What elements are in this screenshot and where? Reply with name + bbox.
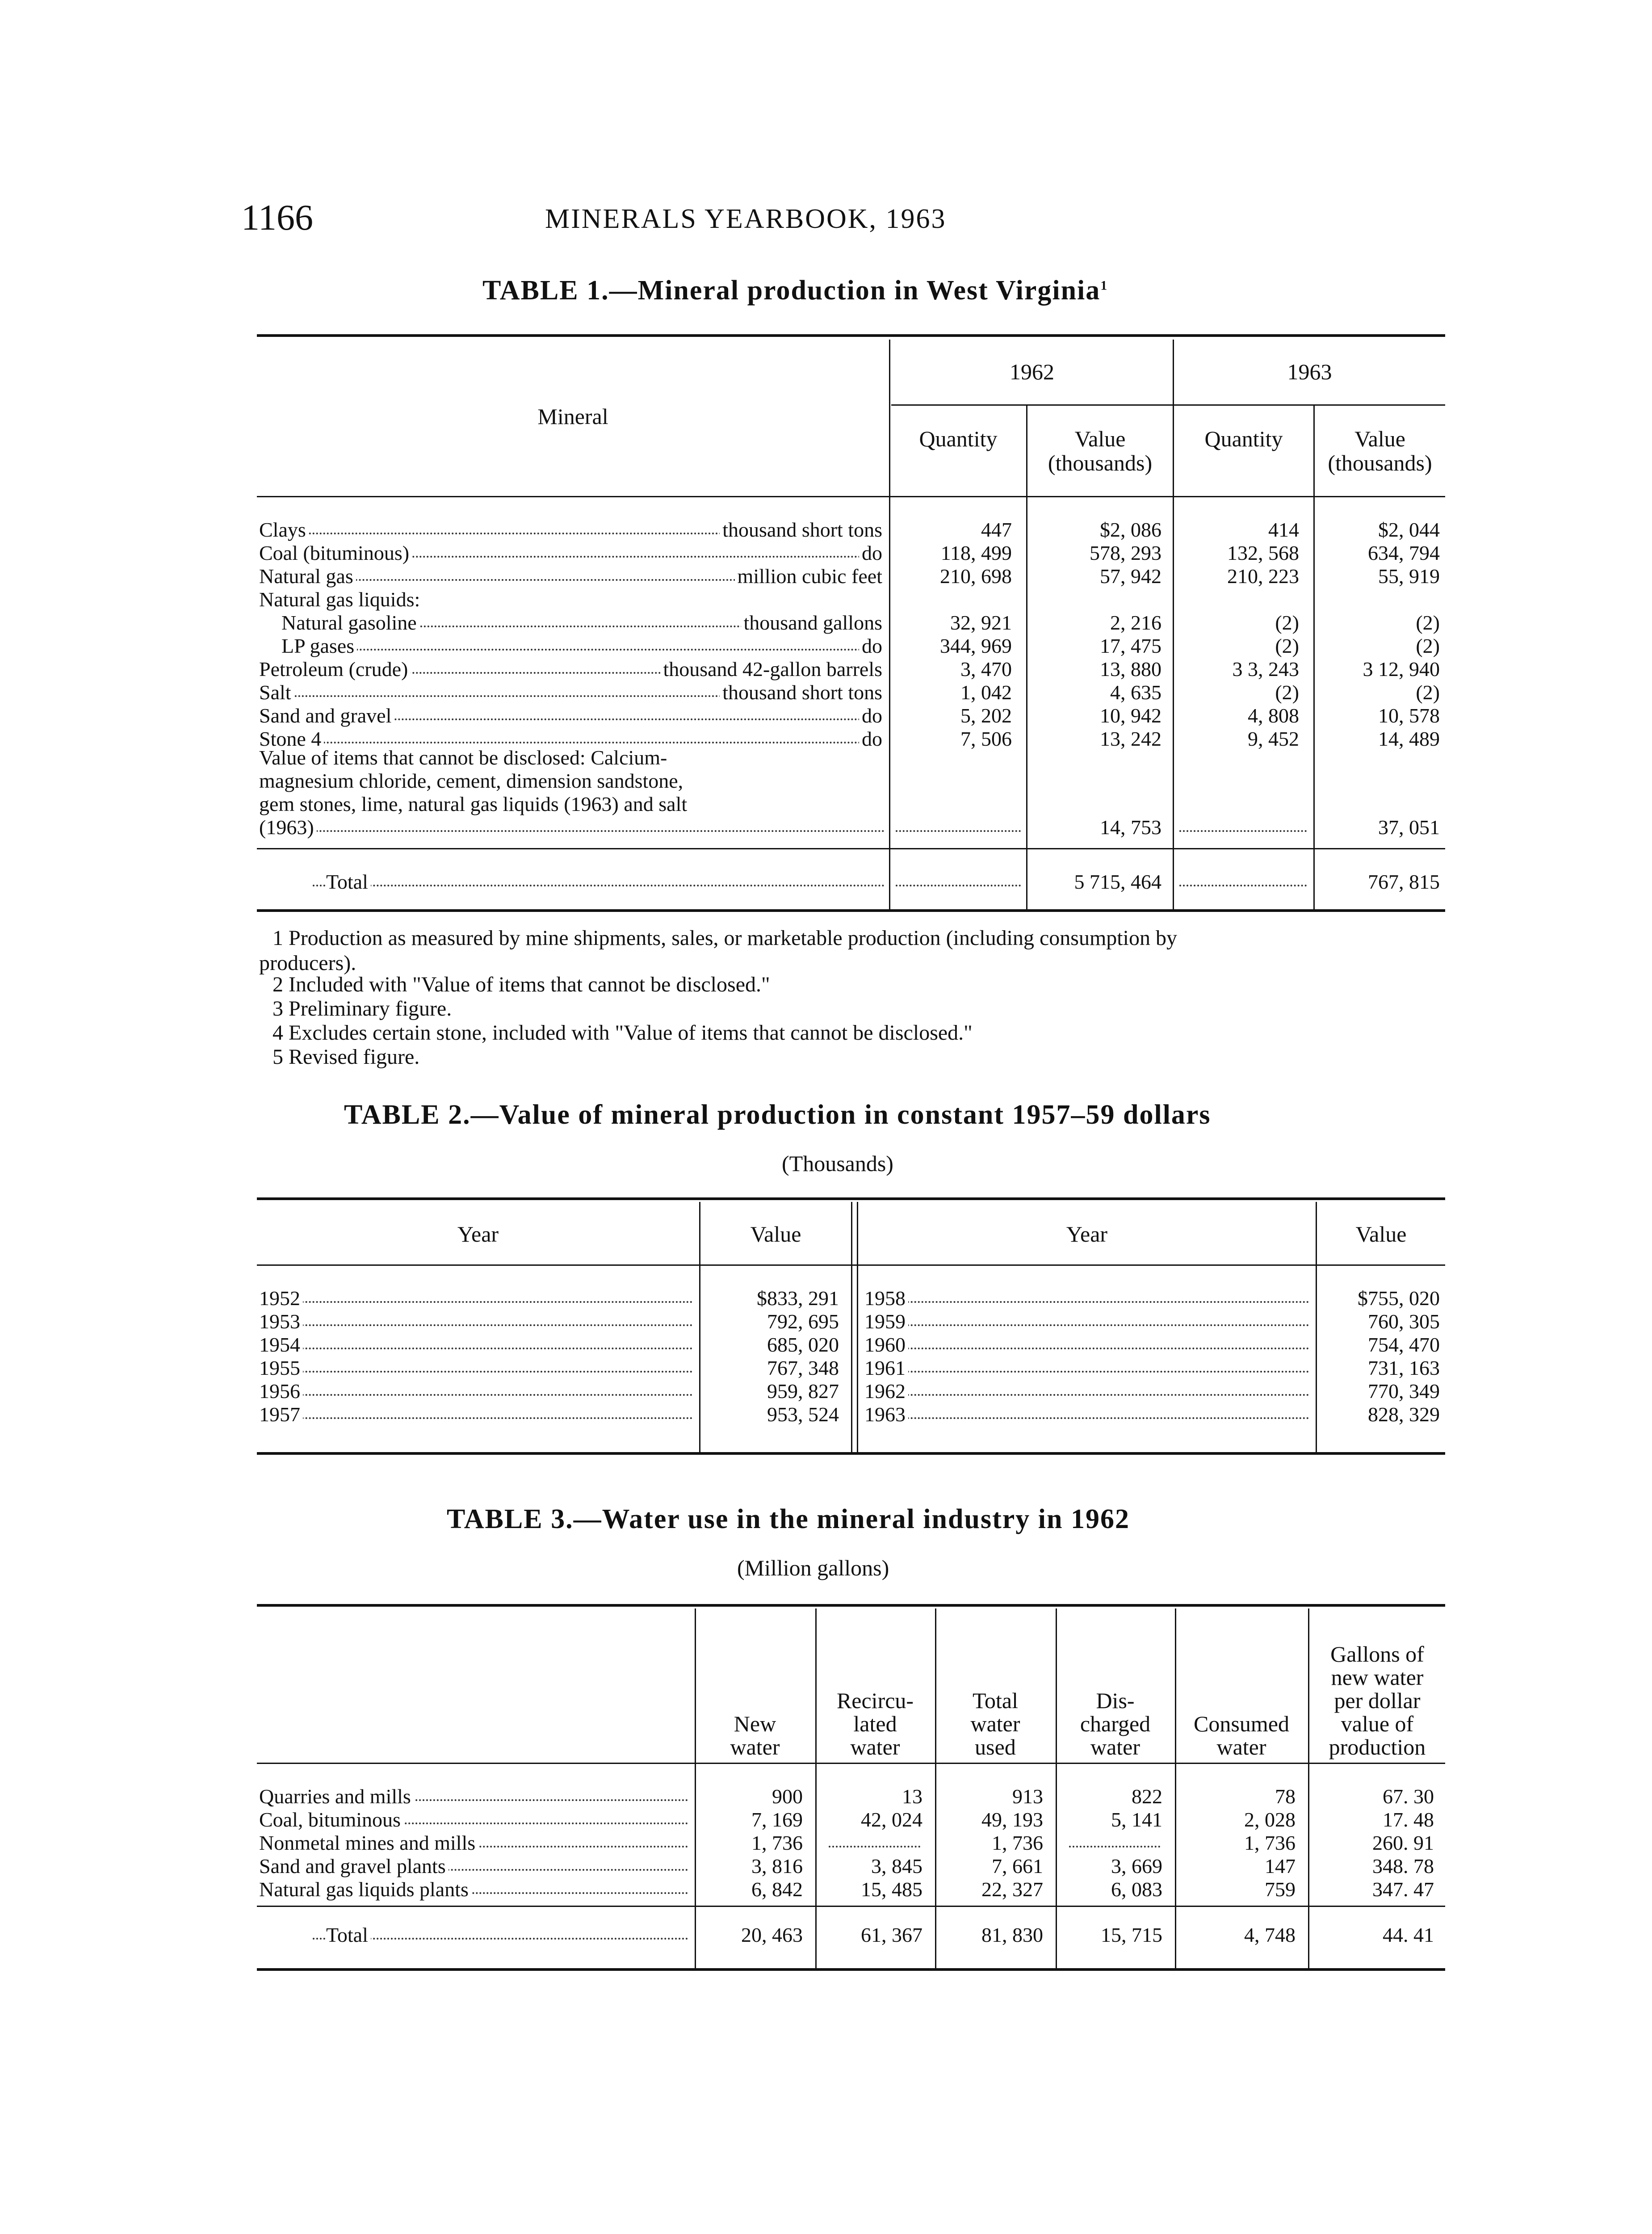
leader-dots [1179,830,1307,832]
leader-dots [864,1371,1309,1373]
value-cell: 22, 327 [981,1878,1043,1901]
value-cell: 767, 348 [767,1356,839,1379]
row-unit: thousand gallons [741,611,882,634]
value-1962: 4, 635 [1110,681,1161,704]
value-1962: $2, 086 [1100,518,1161,541]
leader-dots [896,830,1021,832]
value-cell: 13 [902,1785,922,1808]
value-cell: 2, 028 [1244,1808,1296,1831]
table3-unit: (Million gallons) [737,1555,889,1580]
table2-col-year-right: Year [1066,1222,1108,1247]
row-name: Stone 4 [259,727,324,751]
row-unit: thousand 42-gallon barrels [660,658,882,681]
value-1963: 14, 489 [1378,727,1440,750]
qty-1963: 9, 452 [1248,727,1299,750]
table3-col-header: new water [1331,1665,1424,1690]
row-name: Sand and gravel [259,704,394,727]
table3-col-header: Dis- [1096,1688,1135,1713]
qty-1963: 132, 568 [1227,542,1299,564]
value-cell: $755, 020 [1358,1287,1440,1310]
table1-col-divider [889,340,890,909]
footnote: producers). [259,951,356,975]
year-cell: 1961 [864,1356,908,1380]
value-1963: 3 12, 940 [1363,658,1440,680]
table3-col-header: used [975,1734,1016,1759]
row-name: Natural gas liquids: [259,588,423,611]
leader-dots [1179,885,1307,886]
table3-col-header: charged [1080,1711,1151,1736]
value-cell: 900 [772,1785,803,1808]
leader-dots [1069,1846,1160,1848]
table2-col-year-left: Year [457,1222,499,1247]
table3-total-rule [257,1906,1445,1907]
year-cell: 1960 [864,1333,908,1356]
value-cell: 7, 169 [751,1808,803,1831]
table1-top-rule [257,334,1445,337]
table3-col-header: value of [1341,1711,1414,1736]
undisclosed-line: gem stones, lime, natural gas liquids (1963) and salt [259,793,688,815]
row-name: Natural gas [259,565,356,588]
value-cell: 913 [1012,1785,1043,1808]
value-cell: 1, 736 [751,1831,803,1854]
undisclosed-line: (1963) [259,816,317,839]
qty-1962: 7, 506 [960,727,1012,750]
table3-col-header: production [1329,1734,1426,1759]
col-mineral: Mineral [537,404,608,429]
leader-dots [259,830,885,832]
value-cell: 6, 083 [1111,1878,1162,1901]
undisclosed-v63: 37, 051 [1378,816,1440,839]
value-1963: 55, 919 [1378,565,1440,588]
value-cell: 3, 845 [871,1855,922,1877]
table1-head-rule [257,496,1445,497]
col-1963-value: Value (thousands) [1328,426,1432,475]
col-1963-quantity: Quantity [1204,426,1283,451]
value-1962: 17, 475 [1100,634,1161,657]
table1-bottom-rule [257,909,1445,912]
table2-caption: TABLE 2.—Value of mineral production in constant 1957–59 dollars [344,1100,1211,1130]
value-cell: 3, 669 [1111,1855,1162,1877]
qty-1963: (2) [1275,681,1299,704]
leader-dots [259,1394,692,1396]
year-cell: 1952 [259,1287,303,1310]
row-name: Quarries and mills [259,1785,414,1808]
year-cell: 1962 [864,1380,908,1403]
value-cell: 792, 695 [767,1310,839,1333]
table3-col-header: water [850,1734,900,1759]
row-unit: thousand short tons [720,681,882,704]
footnote: 1 Production as measured by mine shipments, sales, or marketable production (including consumption by [273,926,1177,950]
value-cell: 347. 47 [1372,1878,1434,1901]
row-name: Clays [259,518,309,542]
value-cell: 6, 842 [751,1878,803,1901]
table1-caption: TABLE 1.—Mineral production in West Virginia$^1$ [482,275,1108,306]
col-1962: 1962 [1010,359,1054,384]
value-cell: 147 [1265,1855,1296,1877]
leader-dots [896,885,1021,886]
value-1963: (2) [1416,681,1440,704]
undisclosed-v62: 14, 753 [1100,816,1161,839]
row-unit: do [859,704,882,727]
qty-1962: 447 [981,518,1012,541]
leader-dots [864,1324,1309,1326]
qty-1963: 210, 223 [1227,565,1299,588]
value-1962: 57, 942 [1100,565,1161,588]
value-1963: 10, 578 [1378,704,1440,727]
qty-1963: (2) [1275,634,1299,657]
row-unit: do [859,727,882,751]
col-1962-value: Value (thousands) [1048,426,1153,475]
footnote: 2 Included with "Value of items that cannot be disclosed." [273,973,770,996]
total-cell: 44. 41 [1383,1923,1434,1946]
table2-col-value-right: Value [1355,1222,1407,1247]
leader-dots [829,1846,920,1848]
value-cell: 1, 736 [1244,1831,1296,1854]
qty-1962: 118, 499 [940,542,1012,564]
value-1963: $2, 044 [1378,518,1440,541]
row-name: LP gases [281,634,357,658]
footnote: 4 Excludes certain stone, included with "Value of items that cannot be disclosed." [273,1021,973,1045]
leader-dots [864,1301,1309,1303]
value-1963: (2) [1416,611,1440,634]
value-cell: $833, 291 [757,1287,839,1310]
value-cell: 78 [1275,1785,1296,1808]
value-1962: 10, 942 [1100,704,1161,727]
table1-total-v63: 767, 815 [1368,870,1440,893]
row-name: Coal, bituminous [259,1808,403,1831]
value-cell: 67. 30 [1383,1785,1434,1808]
qty-1962: 210, 698 [940,565,1012,588]
value-cell: 260. 91 [1372,1831,1434,1854]
qty-1962: 344, 969 [940,634,1012,657]
year-cell: 1958 [864,1287,908,1310]
running-header: MINERALS YEARBOOK, 1963 [545,204,947,234]
year-cell: 1955 [259,1356,303,1380]
value-cell: 828, 329 [1368,1403,1440,1426]
table3-bottom-rule [257,1968,1445,1971]
value-cell: 17. 48 [1383,1808,1434,1831]
table2-col-divider [851,1202,852,1452]
value-cell: 348. 78 [1372,1855,1434,1877]
value-1963: 634, 794 [1368,542,1440,564]
row-name: Sand and gravel plants [259,1855,449,1878]
value-cell: 759 [1265,1878,1296,1901]
total-cell: 81, 830 [981,1923,1043,1946]
table3-col-header: lated [853,1711,897,1736]
value-1963: (2) [1416,634,1440,657]
table3-head-rule [257,1763,1445,1764]
qty-1963: 414 [1268,518,1299,541]
table3-col-header: Gallons of [1330,1642,1424,1667]
leader-dots [259,742,882,743]
row-unit: do [859,634,882,658]
table1-total-rule [257,848,1445,849]
total-cell: 15, 715 [1101,1923,1162,1946]
value-cell: 770, 349 [1368,1380,1440,1403]
page-number: 1166 [241,197,313,238]
value-cell: 685, 020 [767,1333,839,1356]
total-cell: 20, 463 [741,1923,803,1946]
row-name: Natural gasoline [281,611,419,634]
year-cell: 1954 [259,1333,303,1356]
row-name: Coal (bituminous) [259,542,412,565]
qty-1963: 3 3, 243 [1232,658,1299,680]
leader-dots [864,1417,1309,1419]
leader-dots [281,649,882,651]
qty-1962: 3, 470 [960,658,1012,680]
value-cell: 754, 470 [1368,1333,1440,1356]
value-cell: 7, 661 [992,1855,1043,1877]
row-name: Salt [259,681,294,704]
table3-col-header: per dollar [1334,1688,1421,1713]
value-1962: 13, 880 [1100,658,1161,680]
table3-caption: TABLE 3.—Water use in the mineral industry in 1962 [447,1504,1130,1534]
table1-total-v62: 5 715, 464 [1074,870,1161,893]
leader-dots [259,1301,692,1303]
qty-1963: (2) [1275,611,1299,634]
leader-dots [259,1371,692,1373]
value-cell: 1, 736 [992,1831,1043,1854]
year-cell: 1963 [864,1403,908,1426]
row-name: Petroleum (crude) [259,658,411,681]
value-1962: 578, 293 [1090,542,1161,564]
leader-dots [313,885,885,886]
table3-col-header: Recircu- [836,1688,914,1713]
table2-top-rule [257,1197,1445,1200]
value-cell: 953, 524 [767,1403,839,1426]
leader-dots [259,1348,692,1349]
row-name: Natural gas liquids plants [259,1878,471,1901]
leader-dots [259,1324,692,1326]
table3-col-header: Consumed [1194,1711,1289,1736]
qty-1962: 1, 042 [960,681,1012,704]
footnote: 5 Revised figure. [273,1045,420,1069]
table3-col-header: water [730,1734,780,1759]
value-1962: 13, 242 [1100,727,1161,750]
year-cell: 1957 [259,1403,303,1426]
total-cell: 4, 748 [1244,1923,1296,1946]
table3-col-header: water [1216,1734,1266,1759]
value-cell: 42, 024 [861,1808,922,1831]
year-cell: 1953 [259,1310,303,1333]
year-cell: 1959 [864,1310,908,1333]
table1-year-rule [891,404,1445,406]
table3-col-header: Total [972,1688,1019,1713]
leader-dots [864,1348,1309,1349]
table2-bottom-rule [257,1452,1445,1455]
leader-dots [259,1417,692,1419]
table3-col-header: New [734,1711,776,1736]
table3-col-header: water [1090,1734,1140,1759]
value-1962: 2, 216 [1110,611,1161,634]
total-cell: 61, 367 [861,1923,922,1946]
value-cell: 3, 816 [751,1855,803,1877]
undisclosed-line: magnesium chloride, cement, dimension sandstone, [259,769,683,792]
table1-total-label: Total [326,870,371,894]
value-cell: 822 [1132,1785,1162,1808]
row-unit: thousand short tons [720,518,882,542]
qty-1962: 5, 202 [960,704,1012,727]
row-name: Nonmetal mines and mills [259,1831,478,1855]
value-cell: 760, 305 [1368,1310,1440,1333]
table3-col-header: water [970,1711,1020,1736]
value-cell: 15, 485 [861,1878,922,1901]
row-unit: do [859,542,882,565]
table2-unit: (Thousands) [782,1151,893,1176]
table3-total-label: Total [326,1923,371,1947]
table3-top-rule [257,1604,1445,1607]
qty-1962: 32, 921 [950,611,1012,634]
row-unit: million cubic feet [735,565,882,588]
undisclosed-line: Value of items that cannot be disclosed: Calcium- [259,746,667,769]
col-1963: 1963 [1287,359,1332,384]
value-cell: 49, 193 [981,1808,1043,1831]
col-1962-quantity: Quantity [919,426,998,451]
year-cell: 1956 [259,1380,303,1403]
qty-1963: 4, 808 [1248,704,1299,727]
table2-col-value-left: Value [750,1222,801,1247]
leader-dots [864,1394,1309,1396]
footnote: 3 Preliminary figure. [273,997,452,1020]
value-cell: 5, 141 [1111,1808,1162,1831]
value-cell: 731, 163 [1368,1356,1440,1379]
value-cell: 959, 827 [767,1380,839,1403]
